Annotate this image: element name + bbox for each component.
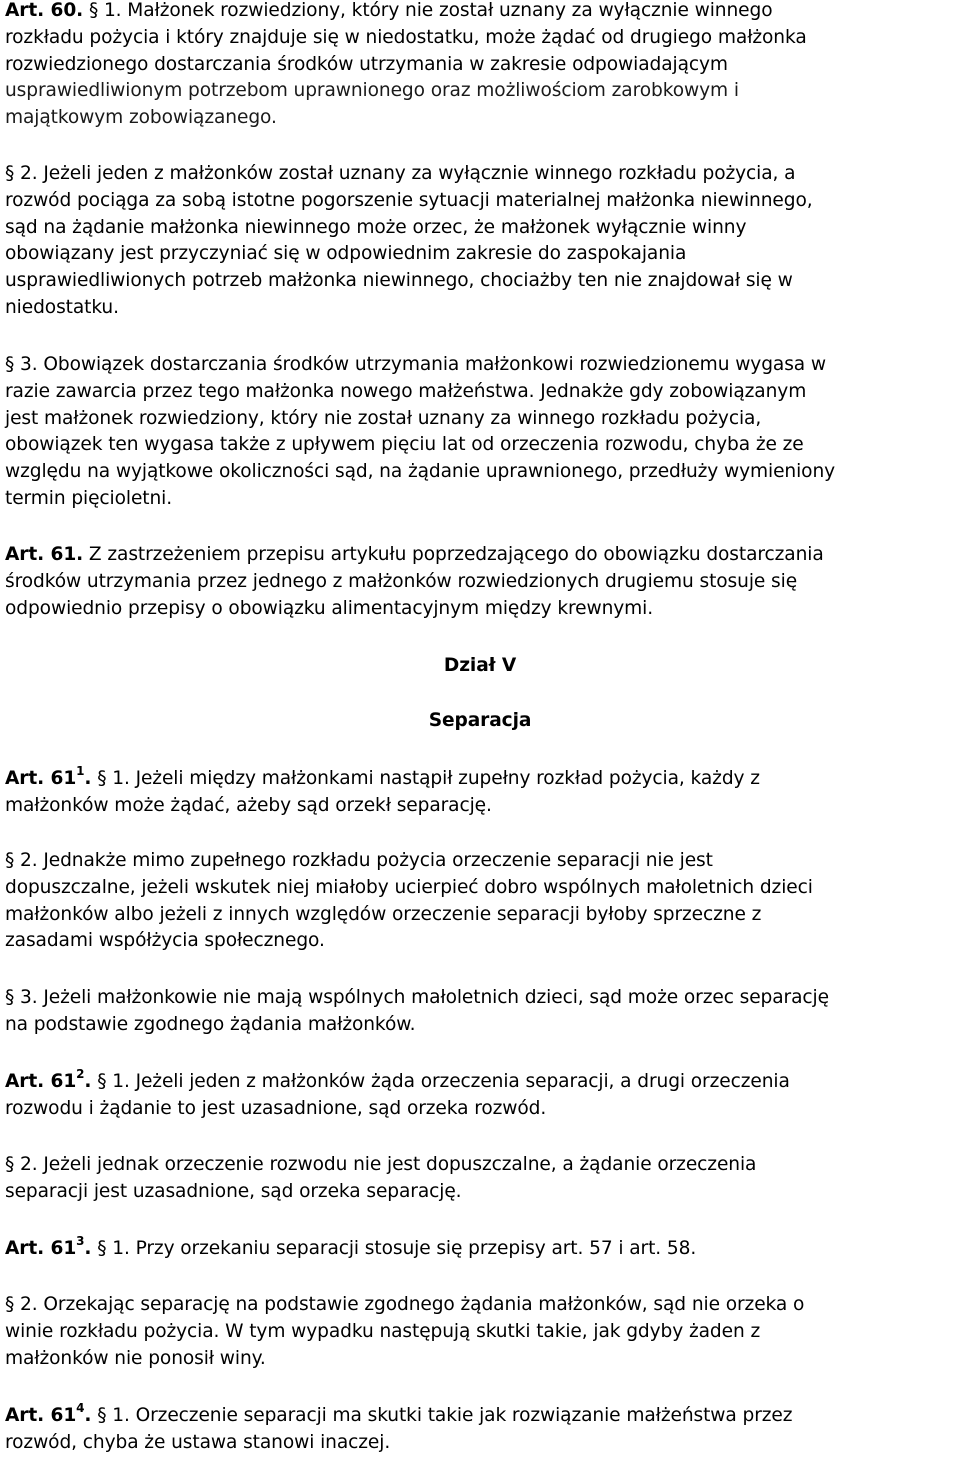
article-label: Art. 61. [5, 544, 84, 565]
paragraph-mark: § 2. [5, 850, 38, 871]
text-line: środków utrzymania przez jednego z małżonków rozwiedzionych drugiemu stosuje się [5, 570, 798, 592]
paragraph-mark: § 3. [5, 987, 38, 1008]
art-61-4-para-1 [5, 1400, 960, 1457]
text-line: obowiązek ten wygasa także z upływem pięciu lat od orzeczenia rozwodu, chyba że ze [5, 434, 804, 456]
paragraph-mark: § 1. [97, 768, 130, 789]
text-line: małżonków albo jeżeli z innych względów orzeczenie separacji byłoby sprzeczne z [5, 903, 762, 925]
article-label: Art. $61^2$. [5, 1066, 92, 1092]
text-line: termin pięcioletni. [5, 487, 173, 509]
paragraph-mark: § 2. [5, 1294, 38, 1315]
art-61-2-para-2 [5, 1152, 960, 1206]
text-line: dopuszczalne, jeżeli wskutek niej miałoby ucierpieć dobro wspólnych małoletnich dzieci [5, 876, 813, 898]
paragraph-mark: § 1. [88, 0, 122, 21]
art-60-para-1 [5, 0, 960, 132]
art-61-3-para-2 [5, 1292, 960, 1372]
text-line: usprawiedliwionym potrzebom uprawnionego oraz możliwościom zarobkowym i [5, 80, 739, 102]
text-line: Art. $61^4$. § 1. Orzeczenie separacji ma skutki takie jak rozwiązanie małżeństwa przez [5, 1400, 793, 1426]
text-line: majątkowym zobowiązanego. [5, 107, 277, 129]
text-line: usprawiedliwionych potrzeb małżonka niewinnego, chociażby ten nie znajdował się w [5, 270, 793, 292]
text-line: rozwód, chyba że ustawa stanowi inaczej. [5, 1431, 391, 1453]
text-line: § 2. Jednakże mimo zupełnego rozkładu pożycia orzeczenie separacji nie jest [5, 850, 713, 871]
division-heading: Dział V [443, 655, 517, 676]
text-line: § 2. Jeżeli jeden z małżonków został uznany za wyłącznie winnego rozkładu pożycia, a [5, 163, 796, 184]
text-line: Art. $61^2$. § 1. Jeżeli jeden z małżonków żąda orzeczenia separacji, a drugi orzeczenia [5, 1066, 790, 1092]
art-61-2-para-1 [5, 1066, 960, 1123]
text-line: winie rozkładu pożycia. W tym wypadku następują skutki takie, jak gdyby żaden z [5, 1320, 761, 1342]
text-line: § 2. Orzekając separację na podstawie zgodnego żądania małżonków, sąd nie orzeka o [5, 1294, 805, 1315]
paragraph-mark: § 1. [97, 1405, 130, 1426]
text-line: rozkładu pożycia i który znajduje się w niedostatku, może żądać od drugiego małżonka [5, 26, 807, 48]
article-label: Art. 60. [5, 0, 84, 21]
text-line: rozwiedzionego dostarczania środków utrzymania w zakresie odpowiadającym [5, 53, 728, 75]
text-line: Art. $61^3$. § 1. Przy orzekaniu separacji stosuje się przepisy art. 57 i art. 58. [5, 1233, 697, 1259]
text-line: § 3. Jeżeli małżonkowie nie mają wspólnych małoletnich dzieci, sąd może orzec separację [5, 987, 829, 1008]
text-line: jest małżonek rozwiedziony, który nie został uznany za winnego rozkładu pożycia, [5, 407, 762, 429]
text-line: na podstawie zgodnego żądania małżonków. [5, 1013, 416, 1035]
paragraph-mark: § 1. [97, 1071, 130, 1092]
text-line: Art. 60. § 1. Małżonek rozwiedziony, który nie został uznany za wyłącznie winnego [5, 0, 773, 21]
article-label: Art. $61^3$. [5, 1233, 92, 1259]
text-line: względu na wyjątkowe okoliczności sąd, na żądanie uprawnionego, przedłuży wymieniony [5, 461, 836, 483]
art-61 [5, 542, 960, 622]
art-61-1-para-3 [5, 985, 960, 1039]
text-line: sąd na żądanie małżonka niewinnego może orzec, że małżonek wyłącznie winny [5, 216, 747, 238]
article-label: Art. $61^1$. [5, 763, 92, 789]
art-60-para-2 [5, 161, 960, 322]
text-line: rozwód pociąga za sobą istotne pogorszenie sytuacji materialnej małżonka niewinnego, [5, 189, 813, 211]
text-line: rozwodu i żądanie to jest uzasadnione, sąd orzeka rozwód. [5, 1097, 547, 1119]
paragraph-mark: § 2. [5, 163, 38, 184]
text-line: razie zawarcia przez tego małżonka nowego małżeństwa. Jednakże gdy zobowiązanym [5, 380, 807, 402]
text-line: separacji jest uzasadnione, sąd orzeka separację. [5, 1180, 462, 1202]
text-line: Art. $61^1$. § 1. Jeżeli między małżonkami nastąpił zupełny rozkład pożycia, każdy z [5, 763, 760, 789]
text-line: małżonków może żądać, ażeby sąd orzekł separację. [5, 794, 492, 816]
text-line: małżonków nie ponosił winy. [5, 1347, 266, 1369]
art-61-1-para-1 [5, 763, 960, 820]
paragraph-mark: § 1. [97, 1238, 130, 1259]
text-line: § 2. Jeżeli jednak orzeczenie rozwodu nie jest dopuszczalne, a żądanie orzeczenia [5, 1154, 757, 1175]
paragraph-mark: § 3. [5, 354, 38, 375]
art-61-1-para-2 [5, 848, 960, 955]
text-line: Art. 61. Z zastrzeżeniem przepisu artykułu poprzedzającego do obowiązku dostarczania [5, 544, 824, 565]
art-61-3-para-1 [5, 1233, 960, 1263]
art-60-para-3 [5, 352, 960, 513]
paragraph-mark: § 2. [5, 1154, 38, 1175]
text-line: odpowiednio przepisy o obowiązku alimentacyjnym między krewnymi. [5, 597, 654, 619]
section-title: Separacja [428, 710, 532, 731]
text-line: obowiązany jest przyczyniać się w odpowiednim zakresie do zaspokajania [5, 243, 687, 265]
text-line: zasadami współżycia społecznego. [5, 930, 325, 952]
article-label: Art. $61^4$. [5, 1400, 92, 1426]
text-line: niedostatku. [5, 296, 119, 318]
text-line: § 3. Obowiązek dostarczania środków utrzymania małżonkowi rozwiedzionemu wygasa w [5, 354, 826, 375]
